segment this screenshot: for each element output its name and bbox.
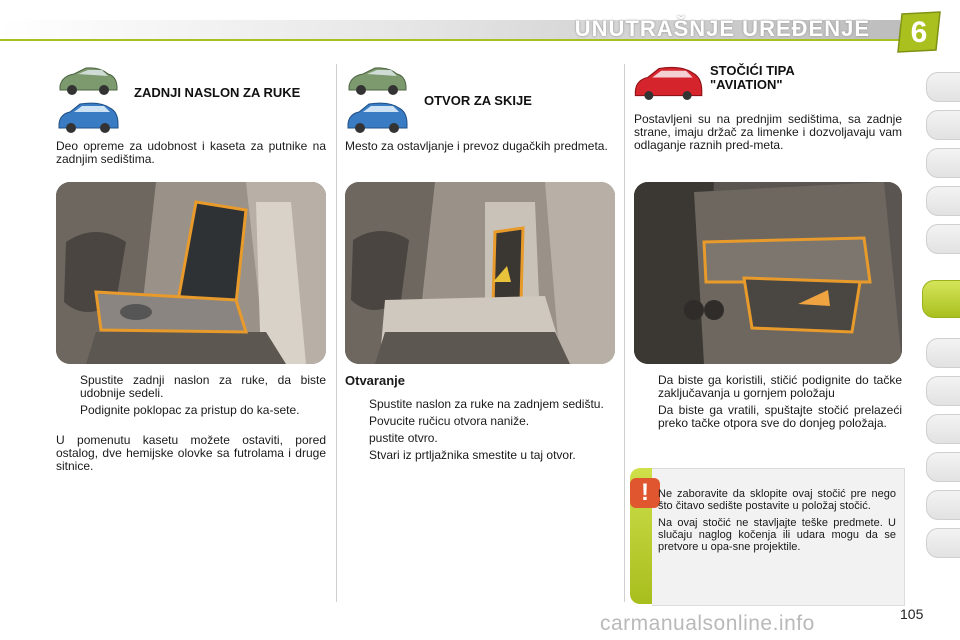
chapter-number: 6 (910, 16, 928, 49)
instruction-list-col3 (636, 374, 902, 434)
section-intro: Deo opreme za udobnost i kaseta za putnike na zadnjim sedištima. (56, 139, 326, 166)
chapter-tab[interactable] (926, 110, 960, 140)
chapter-tab[interactable] (926, 452, 960, 482)
page-number: 105 (900, 606, 924, 622)
chapter-tab[interactable] (926, 528, 960, 558)
subsection-title-opening: Otvaranje (345, 373, 405, 388)
car-icon-group (344, 64, 410, 136)
column-divider (336, 64, 337, 602)
car-minivan-red-icon (632, 64, 704, 100)
list-item: Da biste ga koristili, stičić podignite do tačke zaključavanja u gornjem položaju (658, 373, 902, 400)
list-item: Da biste ga vratili, spuštajte stočić prelazeći preko tačke otpora sve do donjeg položaja. (658, 403, 902, 430)
car-sedan-green-icon (60, 68, 117, 95)
chapter-tab[interactable] (926, 338, 960, 368)
chapter-tab[interactable] (926, 414, 960, 444)
chapter-tab[interactable] (926, 148, 960, 178)
list-item: Podignite poklopac za pristup do ka-sete. (80, 403, 300, 417)
section-intro: Postavljeni su na prednjim sedištima, sa zadnje strane, imaju držač za limenke i dozvoljavaju vam odlaganje raznih pred-meta. (634, 112, 902, 152)
car-icon-group (56, 64, 120, 136)
chapter-tab[interactable] (926, 376, 960, 406)
section-intro: Mesto za ostavljanje i prevoz dugačkih predmeta. (345, 139, 608, 153)
column-divider (624, 64, 625, 602)
instruction-list-col1 (58, 374, 326, 421)
warning-text (658, 488, 896, 558)
car-minivan-blue-icon (59, 103, 118, 133)
list-item: pustite otvro. (369, 431, 438, 445)
warning-paragraph: Na ovaj stočić ne stavljajte teške predmete. U slučaju naglog kočenja ili udara mogu da se pretvore u opa-sne projektile. (658, 517, 896, 553)
watermark: carmanualsonline.info (600, 612, 815, 635)
list-item: Stvari iz prtljažnika smestite u taj otvor. (369, 448, 576, 462)
photo-ski-flap (345, 182, 615, 364)
chapter-tab[interactable] (926, 186, 960, 216)
warning-paragraph: Ne zaboravite da sklopite ovaj stočić pre nego što čitavo sedište postavite u položaj stočić. (658, 488, 896, 512)
car-sedan-green-icon (349, 68, 406, 95)
warning-icon: ! (630, 478, 660, 508)
page-title: UNUTRAŠNJE UREĐENJE (574, 16, 870, 41)
chapter-tab[interactable] (926, 72, 960, 102)
photo-aviation-table (634, 182, 902, 364)
section-title-line: STOČIĆI TIPA (710, 63, 795, 78)
section-title-aviation-tables (710, 64, 900, 92)
chapter-tab[interactable] (926, 224, 960, 254)
car-minivan-blue-icon (348, 103, 407, 133)
chapter-tab[interactable] (926, 490, 960, 520)
list-item: Povucite ručicu otvora naniže. (369, 414, 530, 428)
section-title-line: "AVIATION" (710, 77, 783, 92)
chapter-tab-active[interactable] (922, 280, 960, 318)
list-item: Spustite naslon za ruke na zadnjem sedištu. (369, 397, 604, 411)
section-title-rear-armrest: ZADNJI NASLON ZA RUKE (134, 85, 301, 100)
instruction-list-col2 (347, 398, 615, 466)
chapter-tabs (926, 64, 960, 584)
photo-rear-armrest (56, 182, 326, 364)
list-item: Spustite zadnji naslon za ruke, da biste udobnije sedeli. (80, 373, 326, 400)
section-paragraph: U pomenutu kasetu možete ostaviti, pored ostalog, dve hemijske olovke sa futrolama i druge sitnice. (56, 433, 326, 473)
section-title-ski-flap: OTVOR ZA SKIJE (424, 93, 532, 108)
